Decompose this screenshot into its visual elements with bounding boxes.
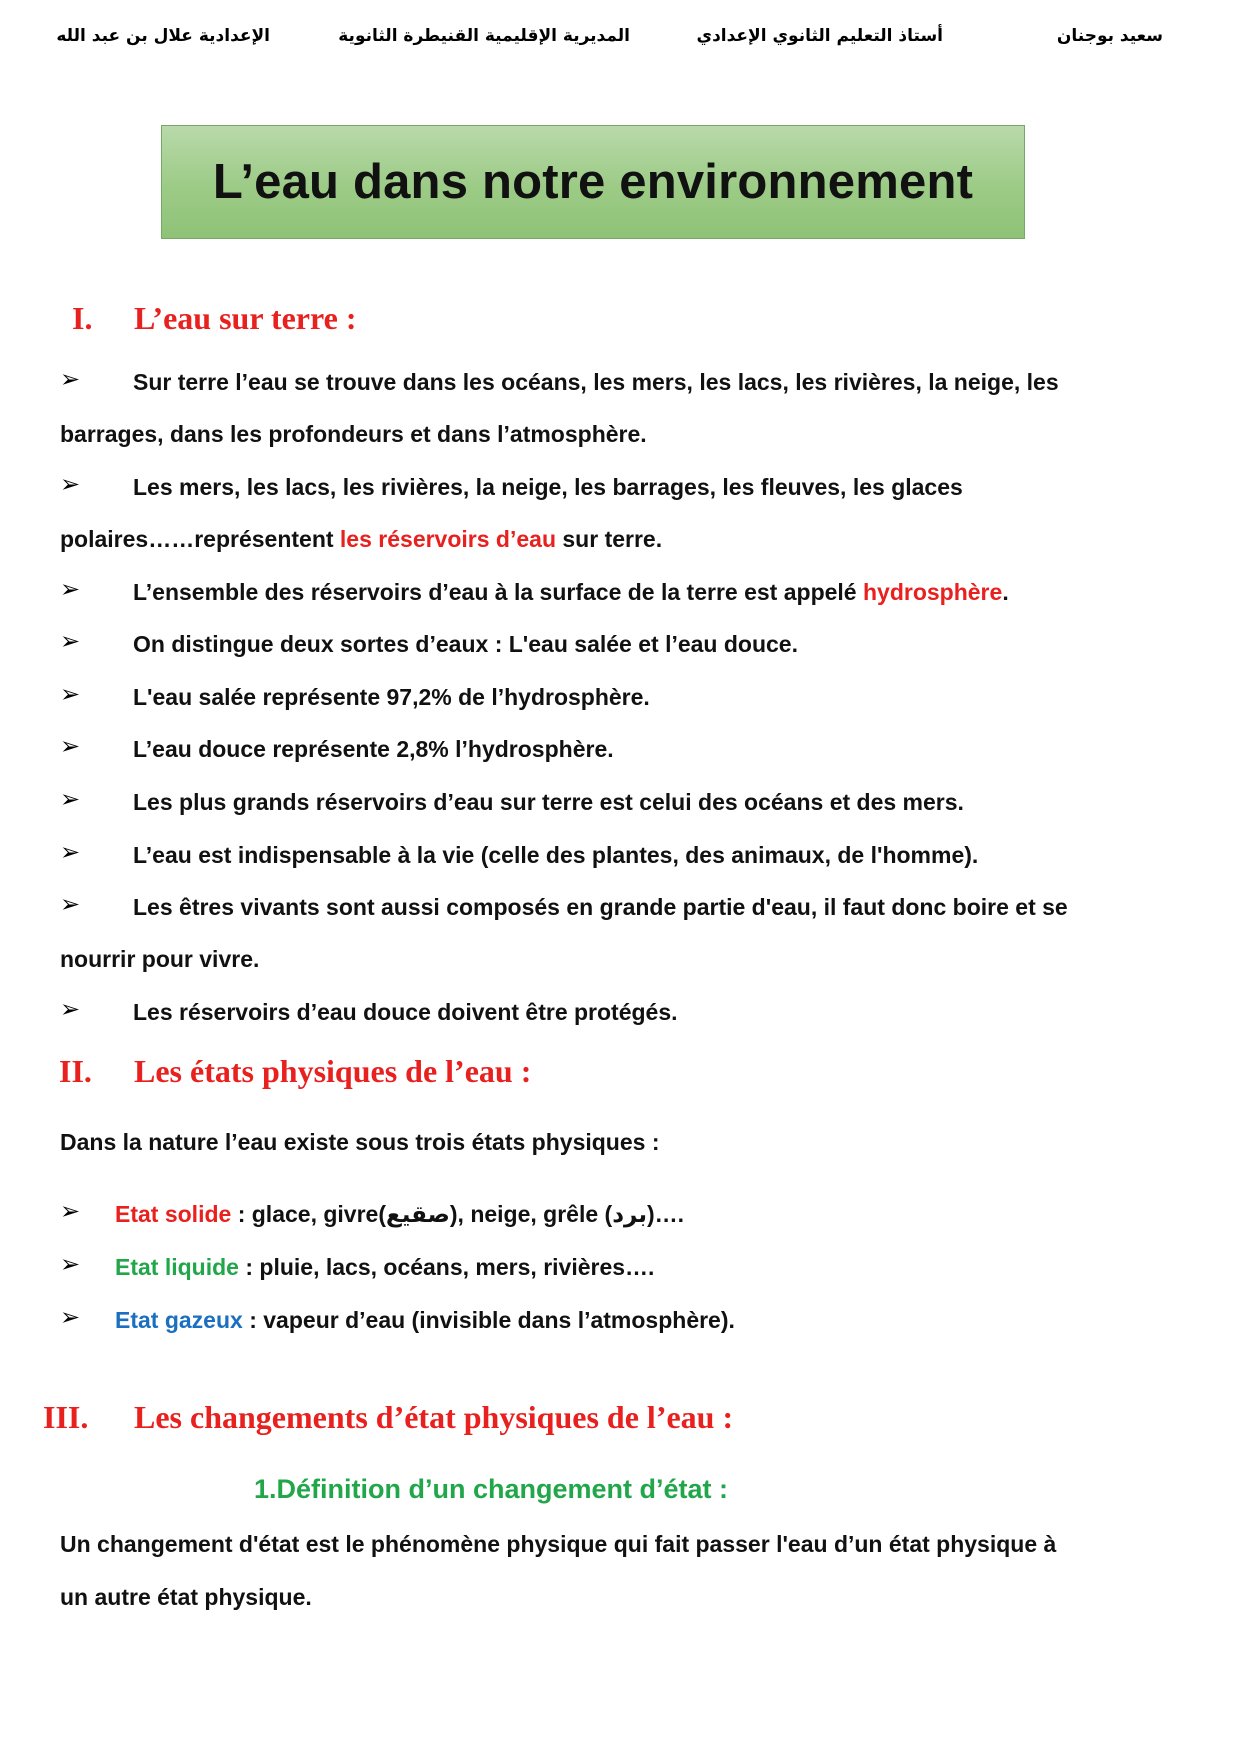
- text: L’ensemble des réservoirs d’eau à la surface de la terre est appelé: [133, 579, 863, 605]
- s2-state-solid: [115, 1201, 684, 1228]
- s2-state-liquid: [115, 1254, 654, 1281]
- section-1-title: L’eau sur terre :: [134, 300, 357, 336]
- page-header: [0, 22, 1240, 52]
- bullet-arrow-icon: ➢: [60, 839, 81, 866]
- highlight-hydrosphere: hydrosphère: [862, 579, 1003, 605]
- s1-bullet-6: L’eau douce représente 2,8% l’hydrosphère.: [133, 736, 614, 762]
- bullet-arrow-icon: ➢: [60, 471, 81, 498]
- text: : vapeur d’eau (invisible dans l’atmosphère).: [242, 1307, 735, 1333]
- label-solid: Etat solide: [115, 1201, 232, 1227]
- label-liquid: Etat liquide: [115, 1254, 239, 1280]
- s1-bullet-2-line-2: [60, 526, 662, 553]
- section-3-title: Les changements d’état physiques de l’eau :: [134, 1399, 734, 1435]
- s3-subheading: 1.Définition d’un changement d’état :: [254, 1474, 729, 1504]
- highlight-reservoirs: les réservoirs d’eau: [339, 526, 556, 552]
- s1-bullet-2-line-1: Les mers, les lacs, les rivières, la neige, les barrages, les fleuves, les glaces: [133, 474, 963, 500]
- s1-bullet-4: On distingue deux sortes d’eaux : L'eau salée et l’eau douce.: [133, 631, 798, 657]
- section-1-number: I.: [72, 300, 93, 336]
- section-1-heading: [72, 300, 356, 337]
- s1-bullet-3: [133, 579, 1009, 606]
- section-2-number: II.: [59, 1053, 92, 1089]
- s1-bullet-8: L’eau est indispensable à la vie (celle des plantes, des animaux, de l'homme).: [133, 842, 979, 868]
- header-author: سعيد بوجنان: [1056, 26, 1163, 46]
- s1-bullet-1-line-2: barrages, dans les profondeurs et dans l’atmosphère.: [60, 421, 647, 447]
- s3-definition-line-1: Un changement d'état est le phénomène physique qui fait passer l'eau d’un état physique à: [60, 1531, 1057, 1557]
- section-2-title: Les états physiques de l’eau :: [134, 1053, 532, 1089]
- page-title: L’eau dans notre environnement: [212, 155, 974, 209]
- bullet-arrow-icon: ➢: [60, 1304, 81, 1331]
- header-directorate: المديرية الإقليمية القنيطرة الثانوية: [338, 26, 630, 46]
- s1-bullet-5: L'eau salée représente 97,2% de l’hydrosphère.: [133, 684, 650, 710]
- text: : glace, givre(صقيع), neige, grêle (برد)….: [231, 1201, 685, 1227]
- s1-bullet-9-line-1: Les êtres vivants sont aussi composés en grande partie d'eau, il faut donc boire et se: [133, 894, 1068, 920]
- bullet-arrow-icon: ➢: [60, 576, 81, 603]
- s1-bullet-10: Les réservoirs d’eau douce doivent être protégés.: [133, 999, 678, 1025]
- title-box: [161, 125, 1025, 239]
- s1-bullet-9-line-2: nourrir pour vivre.: [60, 946, 260, 972]
- s2-state-gas: [115, 1307, 735, 1334]
- s1-bullet-1-line-1: Sur terre l’eau se trouve dans les océans, les mers, les lacs, les rivières, la neige, les: [133, 369, 1059, 395]
- section-2-heading: [59, 1053, 531, 1090]
- bullet-arrow-icon: ➢: [60, 1198, 81, 1225]
- text: : pluie, lacs, océans, mers, rivières….: [238, 1254, 655, 1280]
- bullet-arrow-icon: ➢: [60, 891, 81, 918]
- header-role: أستاذ التعليم الثانوي الإعدادي: [696, 26, 943, 46]
- header-school: الإعدادية علال بن عبد الله: [56, 26, 270, 46]
- bullet-arrow-icon: ➢: [60, 366, 81, 393]
- text: polaires……représentent: [60, 526, 340, 552]
- bullet-arrow-icon: ➢: [60, 1251, 81, 1278]
- section-3-number: III.: [43, 1399, 89, 1435]
- bullet-arrow-icon: ➢: [60, 786, 81, 813]
- s2-intro: Dans la nature l’eau existe sous trois états physiques :: [60, 1129, 660, 1155]
- s1-bullet-7: Les plus grands réservoirs d’eau sur terre est celui des océans et des mers.: [133, 789, 964, 815]
- label-gas: Etat gazeux: [115, 1307, 243, 1333]
- section-3-heading: [43, 1399, 733, 1436]
- bullet-arrow-icon: ➢: [60, 996, 81, 1023]
- bullet-arrow-icon: ➢: [60, 733, 81, 760]
- s3-definition-line-2: un autre état physique.: [60, 1584, 312, 1610]
- bullet-arrow-icon: ➢: [60, 628, 81, 655]
- text: sur terre.: [556, 526, 663, 552]
- text: .: [1002, 579, 1009, 605]
- bullet-arrow-icon: ➢: [60, 681, 81, 708]
